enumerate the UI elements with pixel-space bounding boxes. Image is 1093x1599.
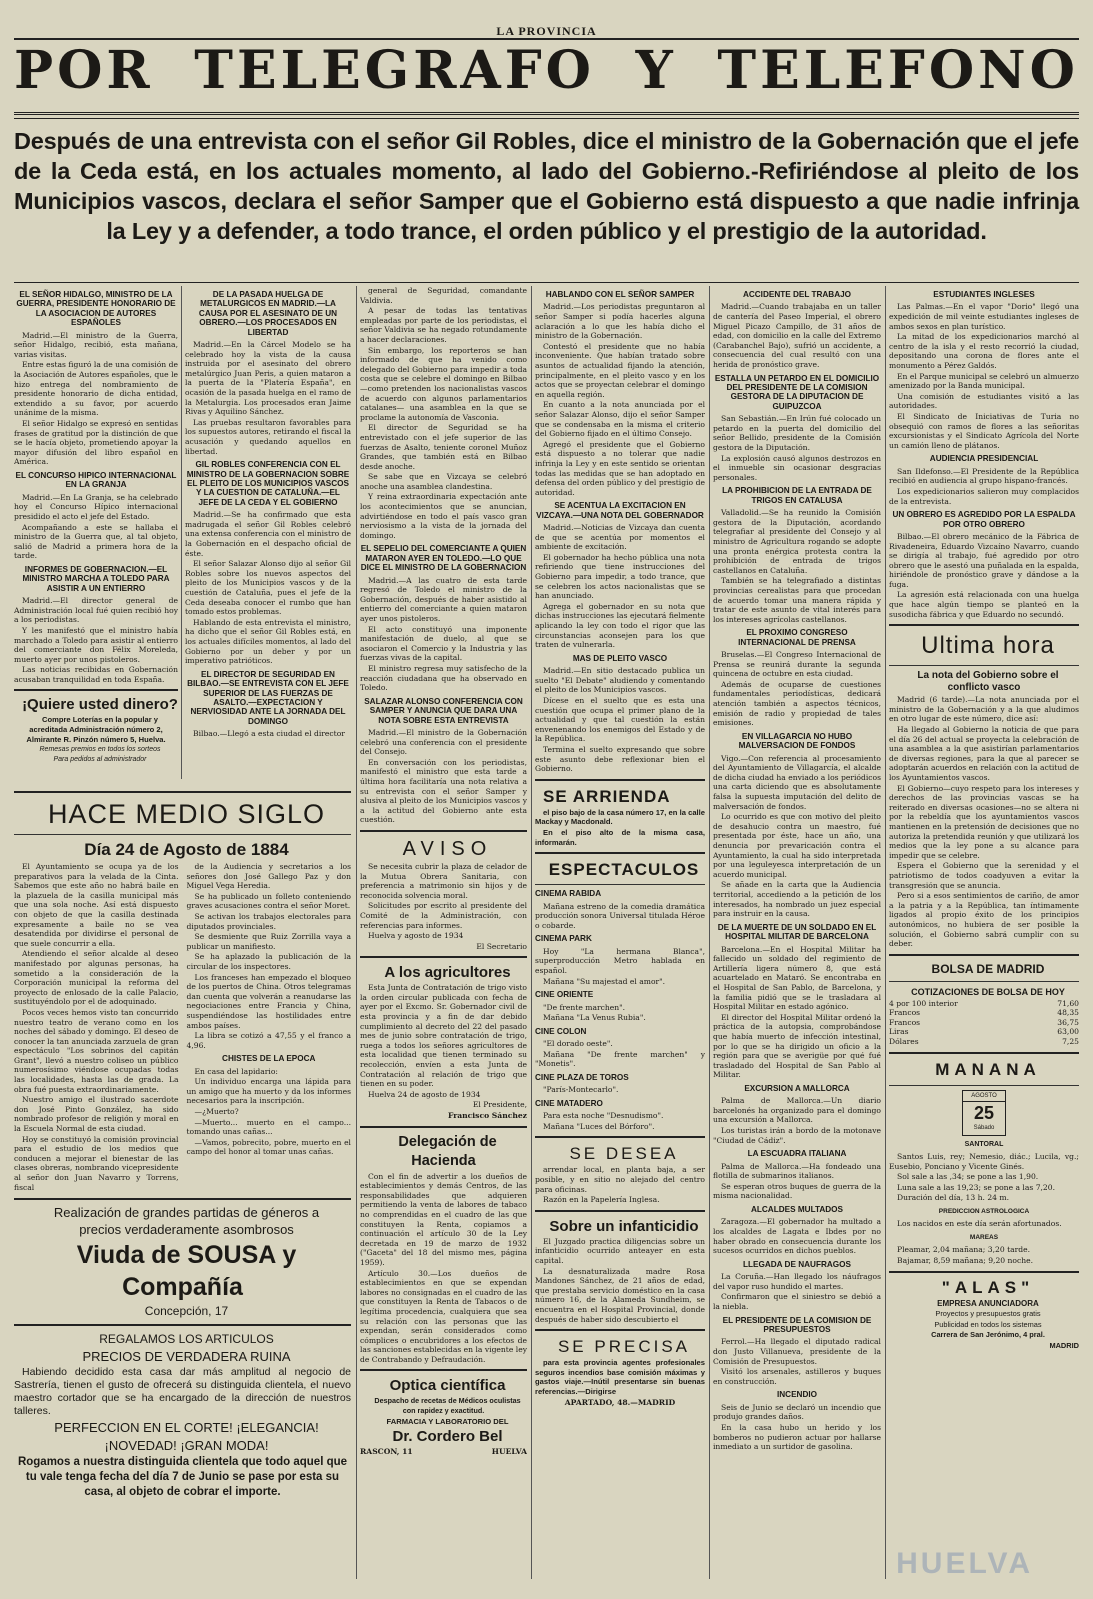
- article-text: San Sebastián.—En Irún fué colocado un petardo en la puerta del domicilio del señor Bellido, presidente de la Comisión gestora de la Diputación.: [713, 414, 881, 452]
- article-text: El director del Hospital Militar ordenó la práctica de la autopsia, comprobándose que había muerto de infección intestinal, por lo que se ha dirigido un oficio a la región para que se averigüe por qué fué trasladado del Hospital de San Pablo al Militar.: [713, 1012, 881, 1080]
- desea-text: Razón en la Papelería Inglesa.: [543, 1195, 660, 1205]
- bolsa-value: 7,25: [1062, 1037, 1079, 1047]
- optica-address-row: [360, 1447, 527, 1457]
- archive-watermark: HUELVA: [896, 1547, 1033, 1580]
- siglo-text: Nuestro amigo el ilustrado sacerdote don José Pinto González, ha sido nombrado profesor de religión y moral en la Escuela Normal de esta ciudad.: [14, 1095, 179, 1134]
- chistes-heading: CHISTES DE LA EPOCA: [222, 1054, 316, 1064]
- bolsa-label: Liras: [889, 1027, 909, 1037]
- article-text: La mitad de los expedicionarios marchó al centro de la isla y el resto recorrió la ciudad, depositando una corona de flores ante el monumento a Pérez Galdós.: [889, 332, 1079, 370]
- cinema-text: "De frente marchen".: [543, 1002, 626, 1012]
- siglo-text: La libra se cotizó a 47,55 y el franco a 4,96.: [186, 1031, 351, 1050]
- divider: [889, 665, 1079, 666]
- arrienda-text: En el piso alto de la misma casa, informarán.: [535, 827, 705, 847]
- article-heading: ALCALDES MULTADOS: [750, 1205, 844, 1215]
- article-text: Bilbao.—Llegó a esta ciudad el director: [193, 729, 345, 739]
- aviso-title: AVISO: [402, 837, 493, 860]
- article-heading: EL PRESIDENTE DE LA COMISION DE PRESUPUESTOS: [722, 1315, 872, 1334]
- article-text: El señor Hidalgo se expresó en sentidas frases de gratitud por la distinción de que se le hacía objeto, prometiendo apoyar la mayor difusión del libro español en América.: [14, 418, 178, 467]
- article-heading: LLEGADA DE NAUFRAGOS: [743, 1259, 851, 1269]
- siglo-col-left: [14, 862, 179, 1193]
- article-text: Dícese en el suelto que es esta una cuestión que ocupa el primer plano de la actualidad y que tal cuestión la están envenenando los enemigos del Estado y de la República.: [535, 696, 705, 744]
- divider: [14, 834, 351, 835]
- article-heading: EL SEPELIO DEL COMERCIANTE A QUIEN MATARON AYER EN TOLEDO.—LO QUE DICE EL MINISTRO DE LA GOBERNACION: [360, 544, 527, 573]
- paper-name: LA PROVINCIA: [496, 24, 597, 38]
- article-text: Las pruebas resultaron favorables para los supuestos autores, retirando el fiscal la acusación y quedando aquellos en libertad.: [185, 417, 351, 456]
- agricultores-date: Huelva 24 de agosto de 1934: [368, 1089, 481, 1099]
- precisa-text: para esta provincia agentes profesionales seguros incendios base comisión máximas y gastos viaje.—Inútil presentarse sin buenas referencias.—Dirigirse: [535, 1358, 705, 1396]
- cinema-name: CINE MATADERO: [535, 1098, 603, 1108]
- chistes-text: —¿Muerto?: [194, 1107, 239, 1117]
- hace-medio-siglo-title: HACE MEDIO SIGLO: [47, 799, 326, 829]
- siglo-text: Se ha aplazado la publicación de la circular de los inspectores.: [186, 952, 351, 971]
- optica-city: HUELVA: [491, 1447, 527, 1457]
- siglo-text: Pocos veces hemos visto tan concurrido nuestro teatro de verano como en los noches del sábado y domingo. El deseo de conocer la tan anunciada zarzuela de gran espectáculo "Los sobrinos del capitán Grant", llevó a nuestro coliseo un público numerosísimo viéndose ocupadas todas las localidades, hasta las de grada. La obra fué puesta extraordinariamente.: [14, 1007, 179, 1094]
- bolsa-label: Francos: [889, 1008, 921, 1018]
- article-text: Los turistas irán a bordo de la motonave "Ciudad de Cádiz".: [713, 1126, 881, 1145]
- article-text: Agrega el gobernador en su nota que dichas instrucciones las ejecutará fielmente aplicando la ley con todo el rigor que las circunstancias aconsejen para los que traten de vulnerarla.: [535, 601, 705, 650]
- column-3: [360, 286, 527, 1579]
- hace-medio-siglo-date: Día 24 de Agosto de 1884: [84, 840, 289, 859]
- optica-title: Optica científica: [389, 1377, 506, 1395]
- lottery-ad-text: Compre Loterías en la popular y acreditada Administración número 2, Almirante R. Pinzón número 5, Huelva.: [26, 715, 166, 744]
- cinema-text: Mañana estreno de la comedia dramática producción sonora Universal titulada Héroe o cobarde.: [535, 901, 705, 930]
- article-text: Madrid.—A las cuatro de esta tarde regresó de Toledo el ministro de la Gobernación, después de haber asistido al entierro del comerciante a quien mataron ayer unos pistoleros.: [360, 575, 527, 624]
- article-text: Palma de Mallorca.—Un diario barcelonés ha organizado para el domingo una excursión a Mallorca.: [713, 1096, 881, 1125]
- article-heading: HABLANDO CON EL SEÑOR SAMPER: [545, 290, 695, 299]
- article-text: Las Palmas.—En el vapor "Dorio" llegó una expedición de mil veinte estudiantes ingleses de ambos sexos en plan turístico.: [889, 302, 1079, 331]
- bottom-left-block: [14, 786, 351, 1579]
- article-text: El Sindicato de Iniciativas de Turia no obsequió con ramos de flores a las señoritas excursionistas y el Sindicato Agrícola del Norte un camión lleno de plátanos.: [889, 411, 1079, 450]
- precisa-address: APARTADO, 48.—MADRID: [564, 1397, 676, 1407]
- cinema-text: Mañana "Luces del Bórforo".: [543, 1121, 655, 1131]
- article-text: La agresión está relacionada con una huelga que hace algún tiempo se planteó en la susodicha fábrica y que Eduardo no secundó.: [889, 590, 1079, 619]
- article-text: A pesar de todas las tentativas empleadas por parte de los periodistas, el señor Valdivia se ha negado rotundamente a hacer declaraciones.: [360, 306, 527, 344]
- divider: [889, 1052, 1079, 1054]
- article-text: El director de Seguridad se ha entrevistado con el jefe superior de las fuerzas de Asalto, teniente coronel Muñoz Grandes, que también está en Bilbao desde anoche.: [360, 423, 527, 471]
- infanticidio-text: La desnaturalizada madre Rosa Mandones Sánchez, de 21 años de edad, que prestaba servicio doméstico en la casa número 16, de la Alameda Sundheim, se encuentra en el Hospital Provincial, donde después de haber sido descubierto el: [535, 1266, 705, 1324]
- chistes-text: Un individuo encarga una lápida para un amigo que ha muerto y da los informes necesarios para la inscripción.: [186, 1077, 351, 1106]
- column-rule: [709, 286, 710, 1579]
- article-heading: DE LA PASADA HUELGA DE METALURGICOS EN MADRID.—LA CAUSA POR EL ASESINATO DE UN OBRERO.—LOS PROCESADOS EN LIBERTAD: [198, 290, 338, 337]
- article-text: Madrid.—El ministro de la Gobernación celebró una conferencia con el presidente del Consejo.: [360, 728, 527, 757]
- article-text: Acompañando a este se hallaba el ministro de la Guerra que, al tal objeto, salió de Madrid a primera hora de la tarde.: [14, 522, 178, 561]
- ultima-hora-text: Ha llegado al Gobierno la noticia de que para el día 26 del actual se proyecta la celebración de una asamblea a la que asistirían parlamentarios de diversas regiones, para la que al parecer se adoptarán acuerdos en relación con la actitud de los Ayuntamientos vascos.: [889, 725, 1079, 782]
- article-text: Seis de Junio se declaró un incendio que produjo grandes daños.: [713, 1402, 881, 1422]
- cinema-text: Para esta noche "Desnudismo".: [543, 1111, 664, 1121]
- column-rule: [885, 286, 886, 1579]
- aviso-text: Se necesita cubrir la plaza de celador de la Mutua Obrera Sanitaria, con preferencia a matrimonio sin hijos y de reconocida solvencia moral.: [360, 861, 527, 900]
- article-heading: EL CONCURSO HIPICO INTERNACIONAL EN LA GRANJA: [15, 470, 177, 490]
- precisa-title: SE PRECISA: [557, 1337, 691, 1357]
- article-text: En cuanto a la nota anunciada por el señor Salazar Alonso, dijo el señor Samper que se condensaba en la misma el criterio del Gobierno fijado en el último Consejo.: [535, 400, 705, 439]
- article-text: Valladolid.—Se ha reunido la Comisión gestora de la Diputación, acordando telegrafiar al presidente del Consejo y al ministro de Agricultura rogando se adopte una pronta enérgica protesta contra la prohibición de entrada de trigos castellanos en Cataluña.: [713, 508, 881, 575]
- column-6: [889, 286, 1079, 1579]
- article-text: Entre estas figuró la de una comisión de la Asociación de Autores españoles, que le hizo entrega del nombramiento de presidente honorario de dicha entidad, extendido a su favor, por acuerdo unánime de la misma.: [14, 360, 178, 418]
- santoral-text: Santos Luis, rey; Nemesio, diác.; Lucila, vg.; Eusebio, Ponciano y Vicente Ginés.: [889, 1152, 1079, 1171]
- siglo-text: de la Audiencia y secretarios a los señores don José Gallego Paz y don Miguel Vega Heredia.: [186, 862, 351, 891]
- optica-text: Despacho de recetas de Médicos oculistas con rapidez y exactitud.: [374, 1396, 521, 1416]
- regalamos-line: ¡NOVEDAD! ¡GRAN MODA!: [104, 1438, 269, 1454]
- optica-address: RASCON, 11: [360, 1447, 413, 1457]
- article-text: Visitó los arsenales, astilleros y buques en construcción.: [713, 1367, 881, 1386]
- article-heading: LA ESCUADRA ITALIANA: [747, 1149, 847, 1159]
- bolsa-row: [889, 1037, 1079, 1047]
- article-heading: ESTALLA UN PETARDO EN EL DOMICILIO DEL PRESIDENTE DE LA COMISION GESTORA DE LA DIPUTACION DE GUIPUZCOA: [714, 373, 880, 411]
- article-heading: ACCIDENTE DEL TRABAJO: [742, 290, 852, 299]
- divider: [14, 689, 178, 691]
- ultima-hora-heading: La nota del Gobierno sobre el conflicto vasco: [917, 670, 1059, 694]
- article-text: Se esperan otros buques de guerra de la misma nacionalidad.: [713, 1181, 881, 1201]
- article-text: Termina el suelto expresando que sobre este asunto debe reflexionar bien el Gobierno.: [535, 744, 705, 774]
- optica-doctor: Dr. Cordero Bel: [392, 1428, 503, 1446]
- hacienda-title: Delegación de Hacienda: [398, 1133, 497, 1169]
- desea-text: arrendar local, en planta baja, a ser posible, y en sitio no alejado del centro para oficinas.: [535, 1165, 705, 1194]
- article-text: Una comisión de estudiantes visitó a las autoridades.: [889, 391, 1079, 411]
- article-heading: UN OBRERO ES AGREDIDO POR LA ESPALDA POR OTRO OBRERO: [892, 510, 1076, 529]
- article-text: San Ildefonso.—El Presidente de la República recibió en audiencia al grupo hispano-francés.: [889, 466, 1079, 486]
- bolsa-value: 36,75: [1057, 1017, 1079, 1027]
- regalamos-line: REGALAMOS LOS ARTICULOS: [99, 1332, 274, 1347]
- column-1: [14, 286, 178, 779]
- bolsa-title: BOLSA DE MADRID: [931, 961, 1045, 976]
- divider: [889, 954, 1079, 956]
- article-text: Contestó el presidente que no había inconveniente. Que habían tratado sobre asuntos de actualidad fijando la atención, principalmente, en el pleito vasco y en los actos que se proyectan celebrar el domingo en aquella región.: [535, 341, 705, 399]
- article-text: general de Seguridad, comandante Valdivia.: [360, 286, 527, 305]
- article-text: Barcelona.—En el Hospital Militar ha fallecido un soldado del regimiento de Artillería ligera número 8, que está acuartelado en Mataró. Se encontraba en el Hospital de San Pablo, de Barcelona, y la familia pidió que se le trasladara al Hospital Militar en estado agónico.: [713, 944, 881, 1012]
- divider: [360, 830, 527, 832]
- bolsa-row: [889, 1018, 1079, 1028]
- article-text: Se añade en la carta que la Audiencia territorial, accediendo a la petición de los interesados, ha nombrado un juez especial para instruir en la causa.: [713, 880, 881, 919]
- article-text: Madrid.—Noticias de Vizcaya dan cuenta de que se acentúa por momentos el ambiente de excitación.: [535, 523, 705, 552]
- article-text: Confirmaron que el siniestro se debió a la niebla.: [713, 1292, 881, 1311]
- article-text: Se sabe que en Vizcaya se celebró anoche una asamblea clandestina.: [360, 472, 527, 491]
- calendar-day: 25: [973, 1102, 995, 1123]
- siglo-columns: [14, 862, 351, 1193]
- article-text: En el Parque municipal se celebró un almuerzo amenizado por la Banda municipal.: [889, 371, 1079, 391]
- article-heading: EL PROXIMO CONGRESO INTERNACIONAL DE PRENSA: [738, 628, 856, 647]
- headline-rule: [14, 282, 1079, 283]
- masthead-word-3: Y: [635, 40, 677, 101]
- divider: [889, 1271, 1079, 1273]
- article-heading: EL DIRECTOR DE SEGURIDAD EN BILBAO.—SE ENTREVISTA CON EL JEFE SUPERIOR DE LAS FUERZAS DE ASALTO.—EXPECTACION Y NERVIOSIDAD ANTE LA JORNADA DEL DOMINGO: [187, 669, 349, 726]
- regalamos-text: Rogamos a nuestra distinguida clientela que todo aquel que tu vale tenga fecha del día 7 de Junio se pase por esta su casa, al objeto de cobrar el importe.: [17, 1456, 348, 1499]
- hacienda-text: Artículo 30.—Los dueños de establecimientos en que se expendan labores no consignadas en el cuadro de las que constituyen la Renta de Tabacos o de legítima procedencia, cualquiera que sea su relación con las personas que las expendan, serán considerados como cómplices o encubridores a los efectos de las sanciones establecidas en la vigente ley de Contrabando y Defraudación.: [360, 1268, 527, 1364]
- siglo-text: Se ha publicado un folleto conteniendo graves acusaciones contra el señor Moret.: [186, 891, 351, 911]
- regalamos-line: PERFECCION EN EL CORTE! ¡ELEGANCIA!: [54, 1420, 319, 1436]
- divider: [889, 1085, 1079, 1086]
- ultima-hora-text: El Gobierno—cuyo respeto para los intereses y derechos de las provincias vascas se ha reiterado en diversas ocasiones—no se altera ni por la rebeldía que los ayuntamientos vascos mantienen en la pretensión de decisiones que no autoriza la pretendida reunión y que utilizará los medios que la ley pone a su alcance para impedir que se celebre.: [889, 783, 1079, 860]
- divider: [889, 624, 1079, 626]
- agricultores-sign: Francisco Sánchez: [447, 1111, 527, 1120]
- article-text: En la casa hubo un herido y los bomberos no pudieron actuar por hallarse inmediato a un surtidor de gasolina.: [713, 1422, 881, 1452]
- article-text: El ministro regresa muy satisfecho de la reacción ciudadana que ha observado en Toledo.: [360, 664, 527, 693]
- alas-title: "ALAS": [941, 1277, 1035, 1297]
- article-text: Agregó el presidente que el Gobierno está dispuesto a no tolerar que nadie infrinja la Ley y en este sentido se orientan todas las medidas que se han adoptado en defensa del orden público y del prestigio de autoridad.: [535, 439, 705, 497]
- main-headline: Después de una entrevista con el señor Gil Robles, dice el ministro de la Gobernación que el jefe de la Ceda está, en los actuales momento, al lado del Gobierno.-Refiriéndose al pleito de los Municipios vascos, declara el señor Samper que el Gobierno está dispuesto a que nadie infrinja la Ley y a defender, a todo trance, el orden público y el prestigio de la autoridad.: [14, 128, 1079, 244]
- siglo-text: Hoy se constituyó la comisión provincial para el estudio de los medios que conducen a mejorar el bienestar de las clases obreras, nombrando vicepresidente al señor don Juan Navarro y Torrens, fiscal: [14, 1134, 179, 1192]
- bolsa-value: 48,35: [1057, 1008, 1079, 1018]
- column-5: [713, 286, 881, 1579]
- article-heading: EL SEÑOR HIDALGO, MINISTRO DE LA GUERRA, PRESIDENTE HONORARIO DE LA ASOCIACION DE AUTORES ESPAÑOLES: [16, 290, 176, 328]
- masthead-word-4: TELEFONO: [717, 40, 1079, 101]
- divider: [535, 852, 705, 854]
- cinema-text: "El dorado oeste".: [543, 1039, 613, 1049]
- calendar-badge: [962, 1090, 1006, 1136]
- siglo-text: Atendiendo el señor alcalde al deseo manifestado por algunas personas, ha sometido a la consideración de la Corporación municipal la reforma del proyecto de enlosado de la calle Palacio, sustituyéndolo por el de adoquinado.: [14, 949, 179, 1007]
- aviso-text: Solicitudes por escrito al presidente del Comité de la Administración, con referencias para informes.: [360, 901, 527, 930]
- ultima-hora-text: Madrid (6 tarde).—La nota anunciada por el ministro de la Gobernación y a la que aludimos en otro lugar de este número, dice así:: [889, 695, 1079, 724]
- cinema-text: Mañana "La Venus Rubia".: [543, 1013, 646, 1023]
- article-heading: ESTUDIANTES INGLESES: [933, 290, 1035, 299]
- article-heading: LA PROHIBICION DE LA ENTRADA DE TRIGOS EN CATALUSA: [722, 486, 872, 505]
- article-text: Ferrol.—Ha llegado el diputado radical don Justo Villanueva, presidente de la Comisión de Presupuestos.: [713, 1337, 881, 1366]
- sousa-ad-line: Realización de grandes partidas de géneros a: [53, 1205, 320, 1221]
- article-text: Lo ocurrido es que con motivo del pleito de desahucio contra un maestro, fué presentada por éste, hace un año, una denuncia por prevaricación contra el Ayuntamiento, la cual ha sido interpretada por una leguleyesca interpretación de un acuerdo municipal.: [713, 812, 881, 879]
- cinema-name: CINEMA PARK: [535, 934, 592, 944]
- espectaculos-title: ESPECTACULOS: [548, 860, 700, 880]
- divider: [535, 1210, 705, 1212]
- alas-text: Publicidad en todos los sistemas: [934, 1319, 1042, 1329]
- article-heading: GIL ROBLES CONFERENCIA CON EL MINISTRO DE LA GOBERNACION SOBRE EL PLEITO DE LOS MUNICIPIOS VASCOS Y LA CUESTION DE CATALUÑA.—EL JEFE DE LA CEDA Y EL GOBIERNO: [186, 460, 350, 507]
- chistes-text: En casa del lapidario:: [194, 1066, 278, 1076]
- aviso-date: Huelva y agosto de 1934: [368, 931, 464, 941]
- divider: [360, 1126, 527, 1128]
- bolsa-row: [889, 1027, 1079, 1037]
- article-text: Sin embargo, los reporteros se han informado de que ha venido como delegado del Gobierno para impedir a toda costa que se celebre el domingo en Bilbao —como pretenden los nacionalistas vascos de acuerdo con algunos parlamentarios catalanes— una asamblea en la que se proclame la autonomía de Vasconia.: [360, 345, 527, 422]
- ultima-hora-text: Espera el Gobierno que la serenidad y el patriotismo de todos coadyuven a evitar la transgresión que se anuncia.: [889, 861, 1079, 890]
- article-text: Palma de Mallorca.—Ha fondeado una flotilla de submarinos italianos.: [713, 1161, 881, 1181]
- article-text: Las noticias recibidas en Gobernación acusaban tranquilidad en toda España.: [14, 665, 178, 684]
- article-text: Y reina extraordinaria expectación ante los acontecimientos que se anuncian, advirtiéndose en todo el país vasco gran nerviosismo a la vista de la jornada del domingo.: [360, 492, 527, 540]
- infanticidio-title: Sobre un infanticidio: [549, 1217, 699, 1235]
- agricultores-title: A los agricultores: [384, 964, 511, 982]
- divider: [14, 1324, 351, 1326]
- arrienda-title: SE ARRIENDA: [543, 786, 671, 806]
- article-text: Bilbao.—El obrero mecánico de la Fábrica de Rivadeneira, Eduardo Vizcaíno Navarro, cuando se dirigía al trabajo, fué agredido por otro obrero que le asestó una puñalada en la espalda, hiriéndole de pronóstico grave y dándose a la fuga.: [889, 531, 1079, 589]
- divider: [14, 1198, 351, 1200]
- cinema-name: CINE COLON: [535, 1026, 587, 1036]
- article-text: Madrid.—Los periodistas preguntaron al señor Samper si podía hacerles alguna aclaración a lo que les había dicho el ministro de la Gobernación.: [535, 302, 705, 341]
- cinema-text: Mañana "De frente marchen" y "Monetis".: [535, 1049, 705, 1069]
- article-text: Y les manifestó que el ministro había marchado a Toledo para asistir al entierro del comerciante don Félix Moreleda, muerto ayer por unos pistoleros.: [14, 625, 178, 664]
- mareas-heading: MAREAS: [969, 1234, 999, 1242]
- cinema-text: Hoy "La hermana Blanca", superproducción Metro hablada en español.: [535, 946, 705, 975]
- article-text: Bruselas.—El Congreso Internacional de Prensa se reunirá durante la segunda quincena de octubre en esta ciudad.: [713, 650, 881, 679]
- bolsa-value: 71,60: [1057, 998, 1079, 1008]
- divider: [535, 1329, 705, 1331]
- bajamar-text: Bajamar, 8,59 mañana; 9,20 noche.: [897, 1256, 1034, 1266]
- article-heading: MAS DE PLEITO VASCO: [572, 653, 668, 663]
- article-text: Madrid.—El ministro de la Guerra, señor Hidalgo, recibió, esta mañana, varias visitas.: [14, 330, 178, 359]
- santoral-heading: SANTORAL: [964, 1140, 1004, 1148]
- sousa-ad-address: Concepción, 17: [144, 1304, 229, 1319]
- duracion-text: Duración del día, 13 h. 24 m.: [897, 1193, 1010, 1203]
- article-text: También se ha telegrafiado a distintas provincias cerealistas para que procedan de acuerdo tomar una manera rápida y tratar de este asunto de vital interés para los intereses agrícolas castellanos.: [713, 576, 881, 624]
- bolsa-label: Francos: [889, 1017, 921, 1027]
- siglo-text: Los franceses han empezado el bloqueo de los puertos de China. Otros telegramas dan cuenta que volverán a reanudarse las negociaciones entre Francia y China, suspendiéndose las hostilidades entre ambos países.: [186, 972, 351, 1030]
- article-text: Zaragoza.—El gobernador ha multado a los alcaldes de Lagata e Ibdes por no haber obrado en consecuencia durante los sucesos ocurridos en dichos pueblos.: [713, 1217, 881, 1256]
- cinema-name: CINEMA RABIDA: [535, 889, 602, 899]
- article-text: Madrid.—El director general de Administración local fué quien recibió hoy a los periodistas.: [14, 596, 178, 625]
- divider: [535, 779, 705, 781]
- article-heading: INCENDIO: [776, 1390, 818, 1400]
- pleamar-text: Pleamar, 2,04 mañana; 3,20 tarde.: [897, 1245, 1031, 1255]
- alas-city: MADRID: [1049, 1341, 1079, 1350]
- sousa-ad-line: precios verdaderamente asombrosos: [79, 1222, 294, 1238]
- article-text: Madrid.—Cuando trabajaba en un taller de cantería del Paseo Imperial, el obrero Miguel Picazo Campillo, de 31 años de edad, con domicilio en la calle del Extremo (Carabanchel Bajo), sufrió un accidente, a consecuencia del cual resultó con una herida de pronóstico grave.: [713, 302, 881, 369]
- divider: [360, 956, 527, 958]
- bolsa-row: [889, 999, 1079, 1009]
- masthead-word-2: TELEGRAFO: [194, 40, 595, 101]
- divider: [14, 791, 351, 793]
- article-text: La Coruña.—Han llegado los náufragos del vapor ruso hundido el martes.: [713, 1272, 881, 1291]
- article-text: Madrid.—En la Cárcel Modelo se ha celebrado hoy la vista de la causa instruida por el asesinato del obrero metalúrgico Juan Peris, a quien mataron a la puerta de la "Platería España", en ocasión de la pasada huelga en el ramo de la Metalurgia. Los procesados eran Jaime Rivas y Aquilino Sánchez.: [185, 340, 351, 417]
- article-text: La explosión causó algunos destrozos en el inmueble sin ocasionar desgracias personales.: [713, 453, 881, 482]
- sousa-ad-name: Viuda de SOUSA y Compañía: [76, 1241, 297, 1302]
- optica-text: FARMACIA Y LABORATORIO DEL: [386, 1416, 509, 1426]
- chistes-text: —Muerto... muerto en el campo... tomando unas cañas...: [186, 1117, 351, 1137]
- desea-title: SE DESEA: [569, 1144, 679, 1164]
- hacienda-text: Con el fin de advertir a los dueños de establecimientos y demás Centros, de las responsabilidades que adquieren permitiendo la venta de labores de tabaco no comprendidas en el cuadro de las que constituyen la Renta, copiamos a continuación el artículo 30 de la Ley decretada en 19 de marzo de 1932 ("Gaceta" del 18 del mismo mes, página 1959).: [360, 1171, 527, 1267]
- bolsa-value: 63,00: [1057, 1027, 1079, 1037]
- alas-subtitle: EMPRESA ANUNCIADORA: [937, 1298, 1039, 1308]
- divider: [535, 884, 705, 885]
- column-rule: [531, 286, 532, 1579]
- bolsa-label: 4 por 100 interior: [889, 998, 958, 1008]
- article-heading: EN VILLAGARCIA NO HUBO MALVERSACION DE FONDOS: [738, 731, 856, 751]
- divider: [360, 1369, 527, 1371]
- cinema-name: CINE PLAZA DE TOROS: [535, 1072, 629, 1082]
- masthead-rule: [14, 112, 1079, 119]
- siglo-text: El Ayuntamiento se ocupa ya de los preparativos para la velada de la Cinta. Sabemos que este año no habrá baile en la plazuela de la casilla municipal más que una sola noche. Así está dispuesto con objeto de que la casilla destinada expresamente a baile no se vea desatendida por dividirse el personal de que suele concurrir a ella.: [14, 862, 179, 948]
- lottery-ad-small: Remesas premios en todos los sorteos: [39, 746, 161, 754]
- luna-text: Luna sale a las 19,23; se pone a las 7,20.: [897, 1182, 1056, 1192]
- article-heading: INFORMES DE GOBERNACION.—EL MINISTRO MARCHA A TOLEDO PARA ASISTIR A UN ENTIERRO: [22, 564, 170, 593]
- lottery-ad-title: ¡Quiere usted dinero?: [22, 696, 178, 714]
- article-text: Los expedicionarios salieron muy complacidos de la entrevista.: [889, 486, 1079, 506]
- article-heading: DE LA MUERTE DE UN SOLDADO EN EL HOSPITAL MILITAR DE BARCELONA: [717, 922, 877, 942]
- ultima-hora-title: Ultima hora: [921, 632, 1055, 660]
- bolsa-subtitle: COTIZACIONES DE BOLSA DE HOY: [911, 986, 1065, 997]
- article-text: Madrid.—En sitio destacado publica un suelto "El Debate" aludiendo y comentando el pleito de los Municipios vascos.: [535, 666, 705, 695]
- bolsa-row: [889, 1008, 1079, 1018]
- ultima-hora-text: Pero si a esos sentimientos de cariño, de amor a la patria y a la República, tan íntimamente ligados al propio éxito de los principios autonómicos, no hubiera de ser posible la solución, el Gobierno sabrá cumplir con su deber.: [889, 891, 1079, 949]
- article-text: En conversación con los periodistas, manifestó el ministro que esta tarde a última hora facilitaría una nota relativa a su entrevista con el señor Samper y alusiva al pleito de los Municipios vascos y a la actitud del Gobierno ante esta cuestión.: [360, 757, 527, 825]
- article-text: Hablando de esta entrevista el ministro, ha dicho que el señor Gil Robles está, en los actuales difíciles momentos, al lado del Gobierno por un deber y por un imperativo patrióticos.: [185, 617, 351, 666]
- prediccion-heading: PREDICCION ASTROLOGICA: [938, 1208, 1030, 1216]
- infanticidio-text: El Juzgado practica diligencias sobre un infanticidio ocurrido anteayer en esta capital.: [535, 1236, 705, 1266]
- lottery-ad-small: Para pedidos al administrador: [53, 756, 147, 764]
- column-rule: [181, 286, 182, 779]
- article-text: Madrid.—En La Granja, se ha celebrado hoy el Concurso Hípico internacional presidido el acto el jefe del Estado.: [14, 492, 178, 521]
- bolsa-label: Dólares: [889, 1037, 919, 1047]
- regalamos-line: PRECIOS DE VERDADERA RUINA: [82, 1349, 291, 1365]
- article-text: El señor Salazar Alonso dijo al señor Gil Robles sobre los nuevos aspectos del pleito de los Municipios vascos y de la cuestión de Cataluña, pues el jefe de la Ceda deseaba conocer el rumbo que han tomado estos problemas.: [185, 559, 351, 617]
- cinema-text: "París-Montecarlo".: [543, 1085, 619, 1095]
- divider: [535, 1136, 705, 1138]
- siglo-text: Se desmiente que Ruiz Zorrilla vaya a publicar un manifiesto.: [186, 932, 351, 951]
- alas-text: Proyectos y presupuestos gratis: [935, 1309, 1041, 1319]
- manana-title: MANANA: [935, 1059, 1041, 1079]
- sol-text: Sol sale a las ,34; se pone a las 1,90.: [897, 1172, 1039, 1182]
- prediccion-text: Los nacidos en este día serán afortunados.: [897, 1219, 1062, 1229]
- article-text: El gobernador ha hecho pública una nota refiriendo que tiene instrucciones del Gobierno para impedir, a todo trance, que se celebren los actos nacionalistas que se han anunciado.: [535, 552, 705, 601]
- agricultores-sign: El Presidente,: [472, 1100, 527, 1110]
- column-rule: [356, 286, 357, 1579]
- alas-address: Carrera de San Jerónimo, 4 pral.: [931, 1330, 1045, 1340]
- agricultores-text: Esta Junta de Contratación de trigo visto la orden circular publicada con fecha de ayer por el Excmo. Sr. Gobernador civil de esta provincia y a fin de dar debido cumplimiento al decreto del 22 del pasado mes de junio sobre contratación de trigo, ruega a todos los señores agricultores de esta localidad que tienen terminado su recolección, envíen a esta Junta de Contratación al relación de trigo que tienen en su poder.: [360, 983, 527, 1089]
- aviso-sign: El Secretario: [476, 941, 527, 951]
- chistes-text: —Vamos, pobrecito, pobre, muerto en el campo del honor al tomar unas cañas.: [186, 1137, 351, 1157]
- column-2: [185, 286, 351, 779]
- article-text: Además de ocuparse de cuestiones fundamentales periodísticas, dedicará atención también a aspectos técnicos, emisión de radio y propiedad de tales emisiones.: [713, 679, 881, 728]
- divider: [889, 981, 1079, 982]
- article-heading: EXCURSION A MALLORCA: [744, 1083, 850, 1093]
- cinema-text: Mañana "Su majestad el amor".: [543, 976, 666, 986]
- siglo-col-right: [187, 862, 352, 1193]
- article-heading: SE ACENTUA LA EXCITACION EN VIZCAYA.—UNA NOTA DEL GOBERNADOR: [536, 501, 704, 520]
- siglo-text: Se activan los trabajos electorales para diputados provinciales.: [186, 911, 351, 931]
- article-text: El acto constituyó una imponente manifestación de duelo, al que se asociaron el Comercio y la Industria y las fuerzas vivas de la capital.: [360, 624, 527, 663]
- article-text: Madrid.—Se ha confirmado que esta madrugada el señor Gil Robles celebró una extensa conferencia con el ministro de la Gobernación en el despacho oficial de éste.: [185, 510, 351, 558]
- article-text: Vigo.—Con referencia al procesamiento del Ayuntamiento de Villagarcía, el alcalde de dicha ciudad ha enviado a los periódicos una carta diciendo que es absolutamente falsa la supuesta imputación del delito de malversación de fondos.: [713, 753, 881, 811]
- cinema-name: CINE ORIENTE: [535, 990, 594, 1000]
- column-4: [535, 286, 705, 1579]
- article-heading: AUDIENCIA PRESIDENCIAL: [929, 454, 1039, 464]
- masthead: [14, 40, 1079, 102]
- article-heading: SALAZAR ALONSO CONFERENCIA CON SAMPER Y ANUNCIA QUE DARA UNA NOTA SOBRE ESTA ENTREVISTA: [364, 696, 523, 725]
- masthead-word-1: POR: [14, 40, 154, 101]
- regalamos-text: Habiendo decidido esta casa dar más amplitud al negocio de Sastrería, tienen el gusto de ofrecerá su distinguida clientela, el nuevo maestro cortador que se ha encargado de la dirección de nuestros talleres.: [14, 1366, 351, 1418]
- arrienda-text: el piso bajo de la casa número 17, en la calle Mackay y Macdonald.: [535, 807, 705, 827]
- calendar-month: AGOSTO: [963, 1091, 1005, 1102]
- calendar-weekday: Sábado: [973, 1124, 995, 1131]
